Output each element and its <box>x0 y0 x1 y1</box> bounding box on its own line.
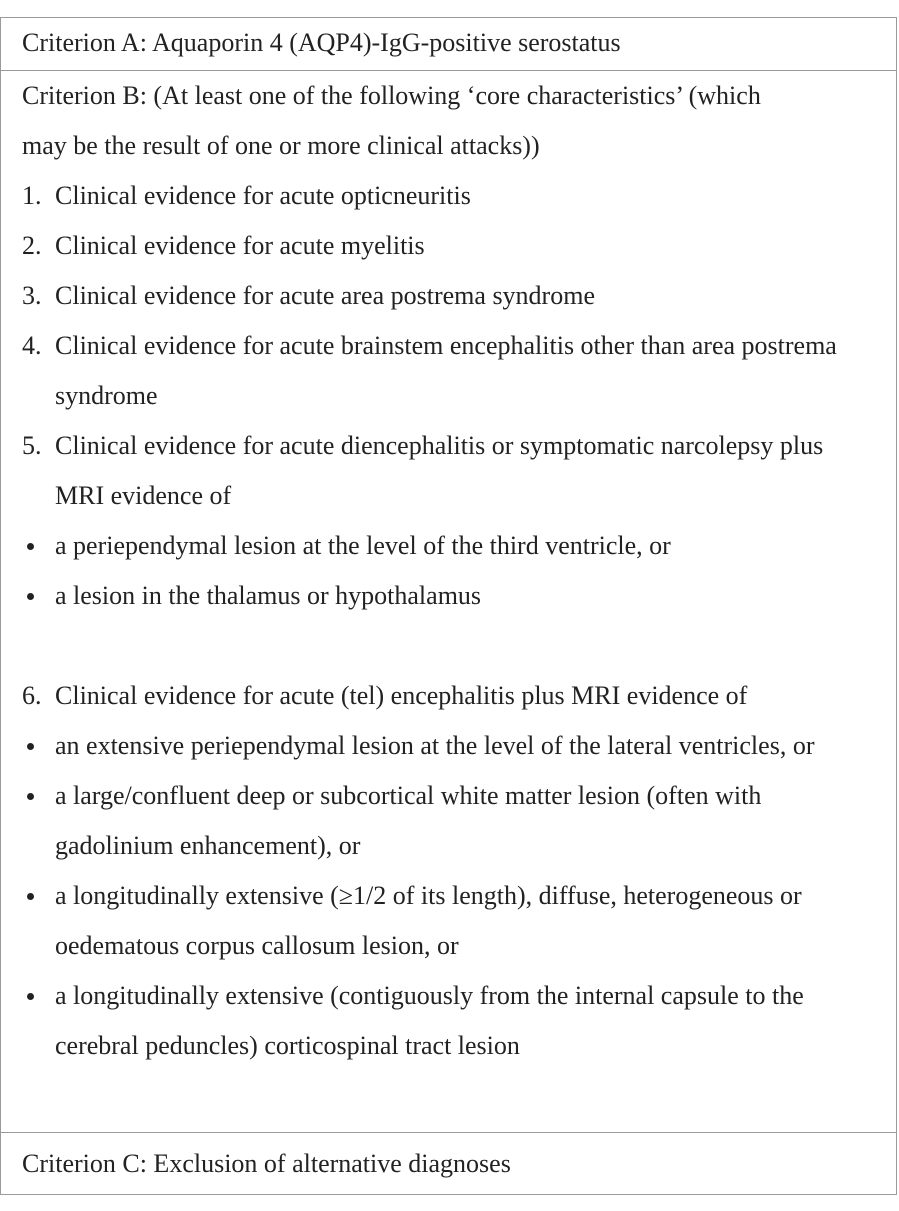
bullet-item <box>22 571 876 621</box>
list-item <box>22 671 876 721</box>
bullet-item <box>22 521 876 571</box>
bullet-item-text: a lesion in the thalamus or hypothalamus <box>55 581 482 610</box>
list-number: 4. <box>22 331 42 360</box>
bullet-item-text: a periependymal lesion at the level of the third ventricle, or <box>55 531 671 560</box>
list-item <box>22 271 876 321</box>
bullet-item <box>22 771 876 871</box>
bullet-item <box>22 721 876 771</box>
bullet-item-text: a large/confluent deep or subcortical white matter lesion (often with gadolinium enhancement), or <box>55 781 762 860</box>
criterion-a-text: Criterion A: Aquaporin 4 (AQP4)-IgG-positive serostatus <box>22 28 621 57</box>
list-item-text: Clinical evidence for acute diencephalitis or symptomatic narcolepsy plus MRI evidence of <box>55 431 824 510</box>
list-item-text: Clinical evidence for acute brainstem encephalitis other than area postrema syndrome <box>55 331 837 410</box>
bullet-item-text: a longitudinally extensive (≥1/2 of its length), diffuse, heterogeneous or oedematous corpus callosum lesion, or <box>55 881 802 960</box>
list-number: 2. <box>22 231 42 260</box>
list-item <box>22 321 876 421</box>
list-item-text: Clinical evidence for acute opticneuritis <box>55 181 471 210</box>
blank-line <box>22 621 876 671</box>
list-item <box>22 171 876 221</box>
list-item-text: Clinical evidence for acute myelitis <box>55 231 425 260</box>
list-number: 1. <box>22 181 42 210</box>
criterion-b-intro-line2: may be the result of one or more clinical attacks)) <box>22 131 540 160</box>
list-number: 5. <box>22 431 42 460</box>
bullet-item-text: an extensive periependymal lesion at the level of the lateral ventricles, or <box>55 731 815 760</box>
criterion-b-intro-line1: Criterion B: (At least one of the following ‘core characteristics’ (which <box>22 81 761 110</box>
criterion-c-row <box>1 1133 896 1194</box>
list-number: 3. <box>22 281 42 310</box>
bullet-item <box>22 871 876 971</box>
criterion-b-row <box>1 71 896 1133</box>
bullet-item-text: a longitudinally extensive (contiguously from the internal capsule to the cerebral peduncles) corticospinal tract lesion <box>55 981 804 1060</box>
list-item <box>22 221 876 271</box>
criteria-table <box>0 17 897 1195</box>
criterion-c-text: Criterion C: Exclusion of alternative diagnoses <box>22 1149 511 1178</box>
list-number: 6. <box>22 681 42 710</box>
list-item-text: Clinical evidence for acute area postrema syndrome <box>55 281 595 310</box>
bullet-item <box>22 971 876 1071</box>
criterion-a-row <box>1 18 896 71</box>
list-item <box>22 421 876 521</box>
list-item-text: Clinical evidence for acute (tel) encephalitis plus MRI evidence of <box>55 681 748 710</box>
